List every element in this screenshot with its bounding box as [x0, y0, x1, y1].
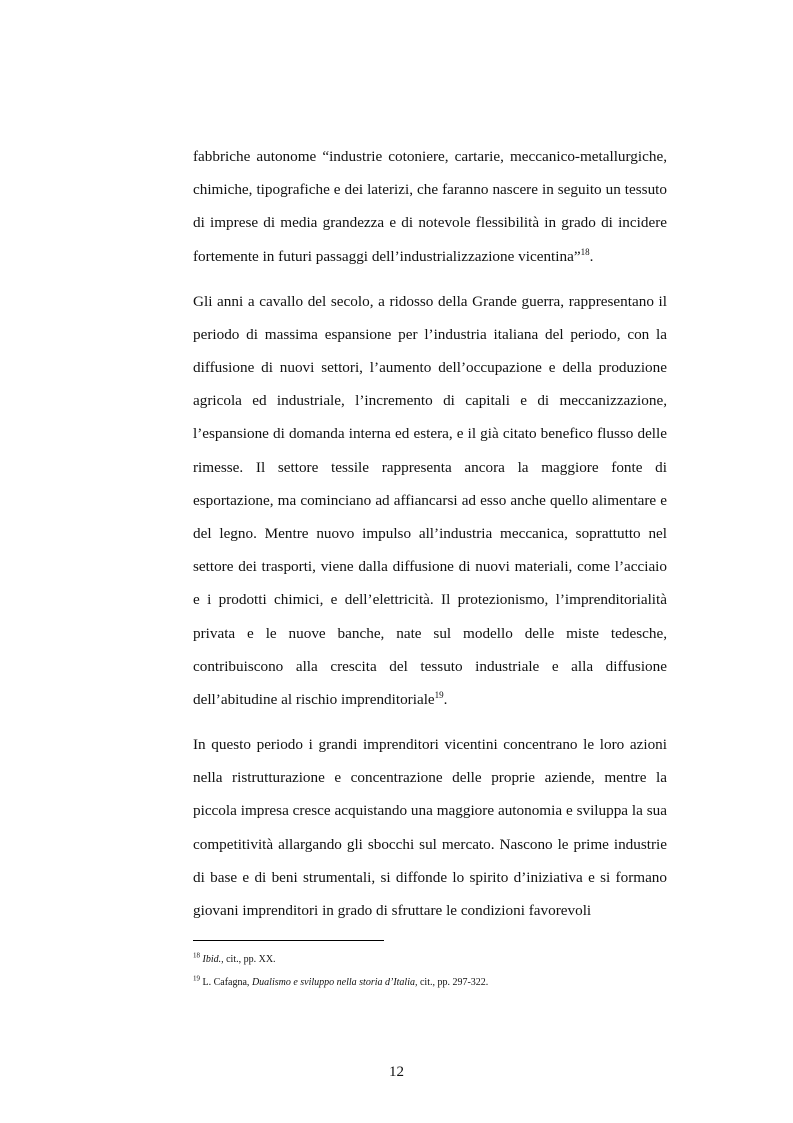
paragraph-tail: .	[589, 247, 594, 265]
footnote-italic: Dualismo e sviluppo nella storia d’Italia,	[251, 977, 418, 988]
footnote-19	[193, 971, 667, 994]
body-text	[193, 140, 667, 927]
paragraph-1	[193, 140, 667, 273]
paragraph-text: fabbriche autonome “industrie cotoniere, cartarie, meccanico-metallurgiche, chimiche, tipografiche e dei laterizi, che faranno nascere in seguito un tessuto di imprese di media grandezza e di notevole flessibilità in grado di incidere fortemente in futuri passaggi dell’industrializzazione vicentina”	[193, 148, 667, 265]
footnote-italic: Ibid.,	[202, 954, 224, 965]
footnote-number: 19	[193, 974, 200, 983]
paragraph-tail: .	[443, 691, 448, 709]
footnote-text: cit., pp. XX.	[223, 954, 276, 965]
footnote-text: cit., pp. 297-322.	[417, 977, 489, 988]
footnote-ref-19[interactable]: 19	[434, 689, 444, 700]
footnote-number: 18	[193, 951, 200, 960]
paragraph-text: Gli anni a cavallo del secolo, a ridosso della Grande guerra, rappresentano il periodo di massima espansione per l’industria italiana del periodo, con la diffusione di nuovi settori, l’aumento dell’occupazione e della produzione agricola ed industriale, l’incremento di capitali e di meccanizzazione, l’espansione di domanda interna ed estera, e il già citato benefico flusso delle rimesse. Il settore tessile rappresenta ancora la maggiore fonte di esportazione, ma cominciano ad affiancarsi ad esso anche quello alimentare e del legno. Mentre nuovo impulso all’industria meccanica, soprattutto nel settore dei trasporti, viene dalla diffusione di nuovi materiali, come l’acciaio e i prodotti chimici, e dell’elettricità. Il protezionismo, l’imprenditorialità privata e le nuove banche, nate sul modello delle miste tedesche, contribuiscono alla crescita del tessuto industriale e alla diffusione dell’abitudine al rischio imprenditoriale	[193, 292, 667, 709]
footnotes	[193, 948, 667, 994]
paragraph-3	[193, 728, 667, 927]
footnote-separator	[193, 940, 384, 941]
page-number: 12	[389, 1064, 404, 1080]
footnote-ref-18[interactable]: 18	[580, 246, 590, 257]
footnote-18	[193, 948, 667, 971]
footnote-author: L. Cafagna,	[200, 977, 252, 988]
paragraph-2	[193, 285, 667, 717]
paragraph-text: In questo periodo i grandi imprenditori vicentini concentrano le loro azioni nella ristrutturazione e concentrazione delle proprie aziende, mentre la piccola impresa cresce acquistando una maggiore autonomia e sviluppa la sua competitività allargando gli sbocchi sul mercato. Nascono le prime industrie di base e di beni strumentali, si diffonde lo spirito d’iniziativa e si formano giovani imprenditori in grado di sfruttare le condizioni favorevoli	[193, 736, 667, 920]
